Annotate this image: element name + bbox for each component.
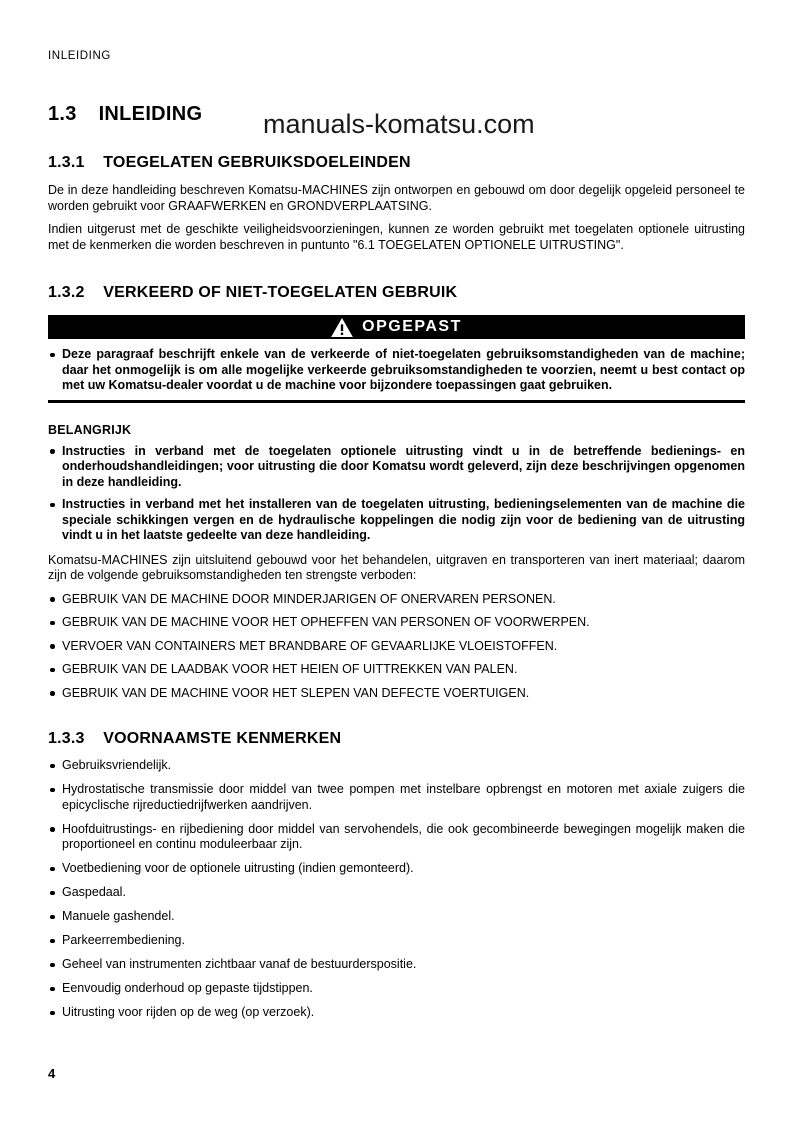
feature-item: Gaspedaal. — [48, 885, 745, 901]
section-1-3-1-number: 1.3.1 — [48, 154, 85, 171]
section-1-3-3-heading — [48, 729, 745, 748]
forbidden-item: GEBRUIK VAN DE MACHINE VOOR HET SLEPEN VAN DEFECTE VOERTUIGEN. — [48, 686, 745, 702]
feature-item: Uitrusting voor rijden op de weg (op verzoek). — [48, 1005, 745, 1021]
feature-item: Hydrostatische transmissie door middel van twee pompen met instelbare opbrengst en motoren met axiale zuigers die epicyclische rijreductiedrijfwerken aandrijven. — [48, 782, 745, 813]
paragraph-permitted-use-2: Indien uitgerust met de geschikte veiligheidsvoorzieningen, kunnen ze worden gebruikt met toegelaten optionele uitrusting met de kenmerken die worden beschreven in puntunto "6.1 TOEGELATEN OPTIONELE UITRUSTING". — [48, 222, 745, 252]
section-1-3-1-title: TOEGELATEN GEBRUIKSDOELEINDEN — [103, 154, 411, 171]
section-1-3-2-number: 1.3.2 — [48, 284, 85, 301]
warning-banner-label: OPGEPAST — [362, 318, 462, 335]
paragraph-permitted-use-1: De in deze handleiding beschreven Komatsu-MACHINES zijn ontworpen en gebouwd om door degelijk opgeleid personeel te worden gebruikt voor GRAAFWERKEN en GRONDVERPLAATSING. — [48, 183, 745, 213]
section-1-3-3-title: VOORNAAMSTE KENMERKEN — [103, 730, 342, 747]
important-item: Instructies in verband met het installeren van de toegelaten uitrusting, bedieningselementen van de machine die speciale schikkingen vergen en de hydraulische koppelingen die nodig zijn voor de bediening van de uitrusting vindt u in het laatste gedeelte van deze handleiding. — [48, 497, 745, 544]
page-number: 4 — [48, 1066, 56, 1081]
warning-body-list — [48, 347, 745, 394]
feature-item: Gebruiksvriendelijk. — [48, 758, 745, 774]
section-1-3-3-number: 1.3.3 — [48, 730, 85, 747]
section-1-3-number: 1.3 — [48, 103, 77, 125]
section-1-3-1-heading — [48, 153, 745, 172]
section-1-3-2-title: VERKEERD OF NIET-TOEGELATEN GEBRUIK — [103, 284, 458, 301]
warning-triangle-icon — [331, 318, 353, 337]
feature-item: Geheel van instrumenten zichtbaar vanaf de bestuurderspositie. — [48, 957, 745, 973]
paragraph-forbidden-intro: Komatsu-MACHINES zijn uitsluitend gebouwd voor het behandelen, uitgraven en transporteren van inert materiaal; daarom zijn de volgende gebruiksomstandigheden ten strengste verboden: — [48, 552, 745, 582]
important-label: BELANGRIJK — [48, 422, 132, 437]
watermark-text: manuals-komatsu.com — [263, 109, 535, 139]
forbidden-item: VERVOER VAN CONTAINERS MET BRANDBARE OF GEVAARLIJKE VLOEISTOFFEN. — [48, 639, 745, 655]
feature-item: Eenvoudig onderhoud op gepaste tijdstippen. — [48, 981, 745, 997]
feature-item: Manuele gashendel. — [48, 909, 745, 925]
important-list — [48, 444, 745, 544]
features-list — [48, 758, 745, 1021]
warning-banner — [48, 315, 745, 339]
warning-body-item: Deze paragraaf beschrijft enkele van de verkeerde of niet-toegelaten gebruiksomstandigheden van de machine; daar het onmogelijk is om alle mogelijke verkeerde gebruiksomstandigheden te voorzien, neemt u best contact op met uw Komatsu-dealer voordat u de machine voor bijzondere toepassingen gaat gebruiken. — [48, 347, 745, 394]
feature-item: Hoofduitrustings- en rijbediening door middel van servohendels, die ook gecombineerde bewegingen mogelijk maken die proportioneel en continu moduleerbaar zijn. — [48, 822, 745, 853]
running-header: INLEIDING — [48, 50, 111, 62]
feature-item: Voetbediening voor de optionele uitrusting (indien gemonteerd). — [48, 861, 745, 877]
section-1-3-2-heading — [48, 283, 745, 302]
feature-item: Parkeerrembediening. — [48, 933, 745, 949]
important-item: Instructies in verband met de toegelaten optionele uitrusting vindt u in de betreffende bedienings- en onderhoudshandleidingen; voor uitrusting die door Komatsu wordt geleverd, zijn deze beschrijvingen opgenomen in deze handleiding. — [48, 444, 745, 491]
forbidden-item: GEBRUIK VAN DE LAADBAK VOOR HET HEIEN OF UITTREKKEN VAN PALEN. — [48, 662, 745, 678]
forbidden-uses-list — [48, 592, 745, 702]
forbidden-item: GEBRUIK VAN DE MACHINE DOOR MINDERJARIGEN OF ONERVAREN PERSONEN. — [48, 592, 745, 608]
section-1-3-title: INLEIDING — [98, 103, 203, 125]
horizontal-rule — [48, 400, 745, 403]
forbidden-item: GEBRUIK VAN DE MACHINE VOOR HET OPHEFFEN VAN PERSONEN OF VOORWERPEN. — [48, 615, 745, 631]
